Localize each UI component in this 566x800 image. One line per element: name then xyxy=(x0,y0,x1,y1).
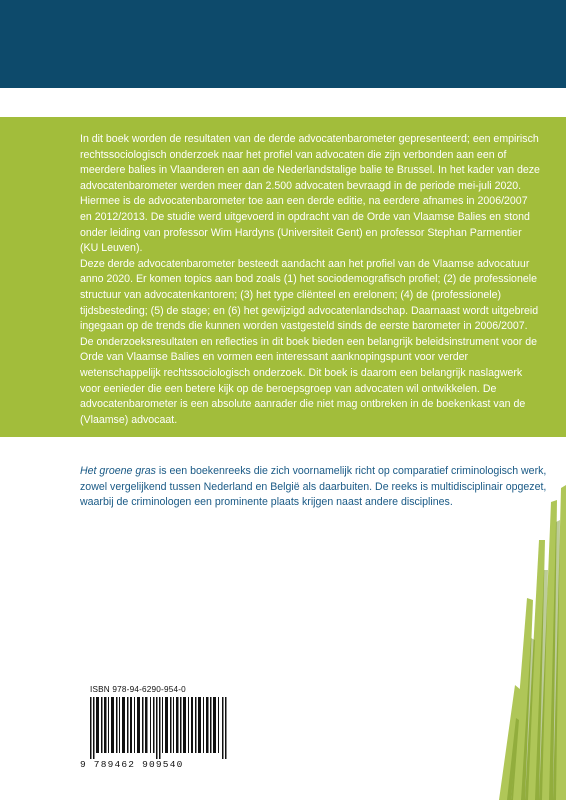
barcode-digits: 9 789462 909540 xyxy=(80,759,184,770)
series-text: is een boekenreeks die zich voornamelijk richt op comparatief criminologisch werk, zowel vergelijkend tussen Nederland en België als daarbuiten. De reeks is multidisciplinair opgezet, waarbij de criminologen een prominente plaats krijgen naast andere disciplines. xyxy=(80,465,547,509)
isbn-label: ISBN 978-94-6290-954-0 xyxy=(90,685,186,694)
series-title: Het groene gras xyxy=(80,465,156,477)
top-color-band xyxy=(0,0,566,88)
back-cover-summary xyxy=(80,132,540,428)
barcode-icon xyxy=(88,697,230,759)
barcode-block xyxy=(80,683,235,776)
summary-paragraph-2: Deze derde advocatenbarometer besteedt aandacht aan het profiel van de Vlaamse advocatuur anno 2020. Er komen topics aan bod zoals (1) het sociodemografisch profiel; (2) de professionele structuur van advocatenkantoren; (3) het type cliënteel en erelonen; (4) de (professionele) tijdsbesteding; (5) de stage; en (6) het gewijzigd advocatenlandschap. Daarnaast wordt uitgebreid ingegaan op de trends die kunnen worden vastgesteld sinds de eerste barometer in 2006/2007. De onderzoeksresultaten en reflecties in dit boek bieden een belangrijk beleidsinstrument voor de Orde van Vlaamse Balies en vormen een interessant aanknopingspunt voor verder wetenschappelijk rechtssociologisch onderzoek. Dit boek is daarom een belangrijk naslagwerk voor eenieder die een betere kijk op de beroepsgroep van advocaten wil ontwikkelen. De advocatenbarometer is een absolute aanrader die niet mag ontbreken in de boekenkast van de (Vlaamse) advocaat. xyxy=(80,257,539,426)
summary-paragraph-1: In dit boek worden de resultaten van de derde advocatenbarometer gepresenteerd; een empirisch rechtssociologisch onderzoek naar het profiel van advocaten die zijn verbonden aan een of meerdere balies in Vlaanderen en aan de Nederlandstalige balie te Brussel. In het kader van deze advocatenbarometer werden meer dan 2.500 advocaten bevraagd in de periode mei-juli 2020. Hiermee is de advocatenbarometer toe aan een derde editie, na eerdere afnames in 2006/2007 en 2012/2013. De studie werd uitgevoerd in opdracht van de Orde van Vlaamse Balies en stond onder leiding van professor Wim Hardyns (Universiteit Gent) en professor Stephan Parmentier (KU Leuven). xyxy=(80,133,540,255)
decorative-bar-pattern xyxy=(459,480,566,800)
